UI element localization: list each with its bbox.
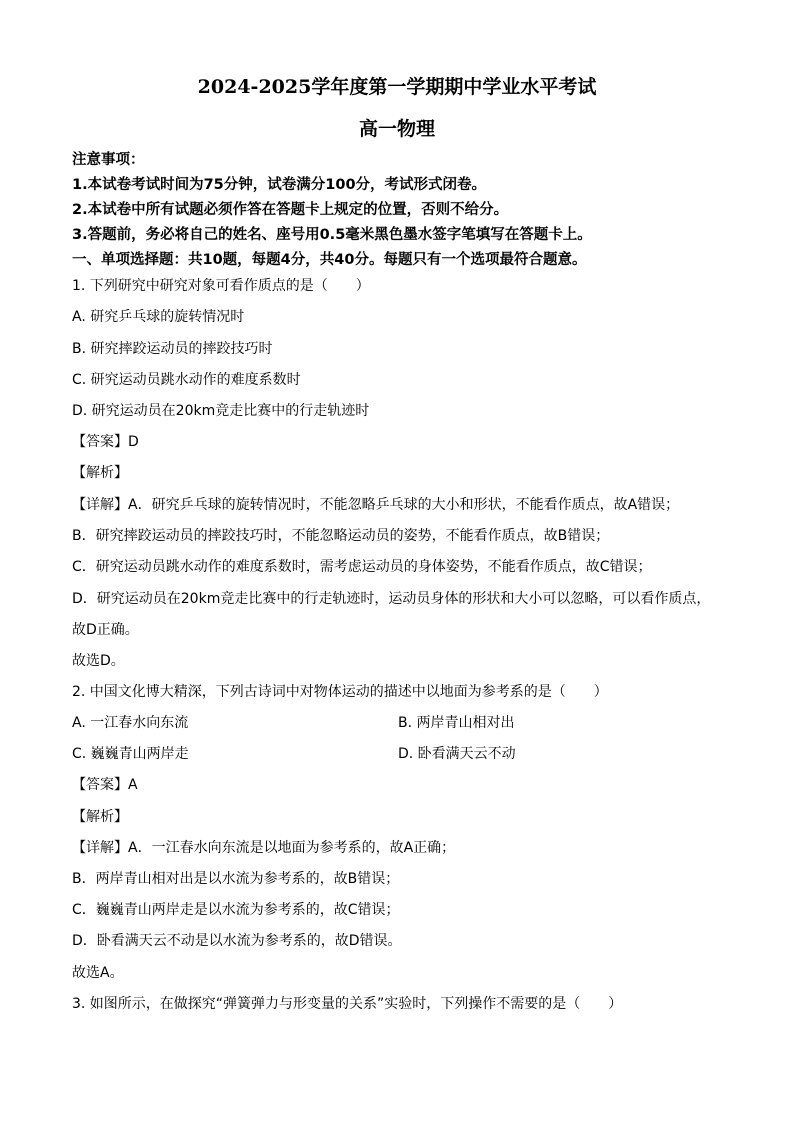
q1-answer: 【答案】D [72, 434, 139, 450]
q1-detail-d-cont: 故D正确。 [72, 622, 139, 638]
q1-stem: 1. 下列研究中研究对象可看作质点的是（ ） [72, 278, 370, 294]
q2-option-a: A. 一江春水向东流 [72, 715, 189, 731]
q1-conclusion: 故选D。 [72, 653, 125, 669]
q1-detail-b: B．研究摔跤运动员的摔跤技巧时，不能忽略运动员的姿势，不能看作质点，故B错误； [72, 528, 610, 544]
exam-title: 2024-2025学年度第一学期期中学业水平考试 [197, 76, 597, 98]
q2-option-b: B. 两岸青山相对出 [398, 715, 515, 731]
q1-detail-d: D．研究运动员在20km竞走比赛中的行走轨迹时，运动员身体的形状和大小可以忽略，可以看作质点， [72, 591, 711, 607]
q1-option-d: D. 研究运动员在20km竞走比赛中的行走轨迹时 [72, 403, 370, 419]
q1-detail-c: C．研究运动员跳水动作的难度系数时，需考虑运动员的身体姿势，不能看作质点，故C错误； [72, 559, 652, 575]
q1-detail-a: 【详解】A．研究乒乓球的旋转情况时，不能忽略乒乓球的大小和形状，不能看作质点，故A错误； [72, 497, 680, 513]
q2-option-d: D. 卧看满天云不动 [398, 746, 516, 762]
q2-detail-c: C．巍巍青山两岸走是以水流为参考系的，故C错误； [72, 902, 400, 918]
q2-answer: 【答案】A [72, 777, 138, 793]
q1-option-c: C. 研究运动员跳水动作的难度系数时 [72, 372, 301, 388]
q2-detail-d: D．卧看满天云不动是以水流为参考系的，故D错误。 [72, 933, 402, 949]
q1-analysis-label: 【解析】 [72, 465, 128, 481]
notice-item-1: 1.本试卷考试时间为75分钟，试卷满分100分，考试形式闭卷。 [72, 177, 487, 193]
exam-subject: 高一物理 [358, 118, 435, 140]
q2-stem: 2. 中国文化博大精深，下列古诗词中对物体运动的描述中以地面为参考系的是（ ） [72, 684, 608, 700]
q3-stem: 3. 如图所示，在做探究“弹簧弹力与形变量的关系”实验时，下列操作不需要的是（ ） [72, 996, 623, 1012]
q2-option-c: C. 巍巍青山两岸走 [72, 746, 189, 762]
q2-conclusion: 故选A。 [72, 965, 124, 981]
section-heading: 一、单项选择题：共10题，每题4分，共40分。每题只有一个选项最符合题意。 [72, 252, 587, 268]
q1-option-b: B. 研究摔跤运动员的摔跤技巧时 [72, 341, 273, 357]
notice-item-2: 2.本试卷中所有试题必须作答在答题卡上规定的位置，否则不给分。 [72, 202, 509, 218]
q2-detail-b: B．两岸青山相对出是以水流为参考系的，故B错误； [72, 871, 400, 887]
q2-detail-a: 【详解】A．一江春水向东流是以地面为参考系的，故A正确； [72, 840, 456, 856]
notice-item-3: 3.答题前，务必将自己的姓名、座号用0.5毫米黑色墨水签字笔填写在答题卡上。 [72, 227, 592, 243]
q2-analysis-label: 【解析】 [72, 809, 128, 825]
q1-option-a: A. 研究乒乓球的旋转情况时 [72, 309, 245, 325]
notice-heading: 注意事项： [72, 152, 145, 168]
